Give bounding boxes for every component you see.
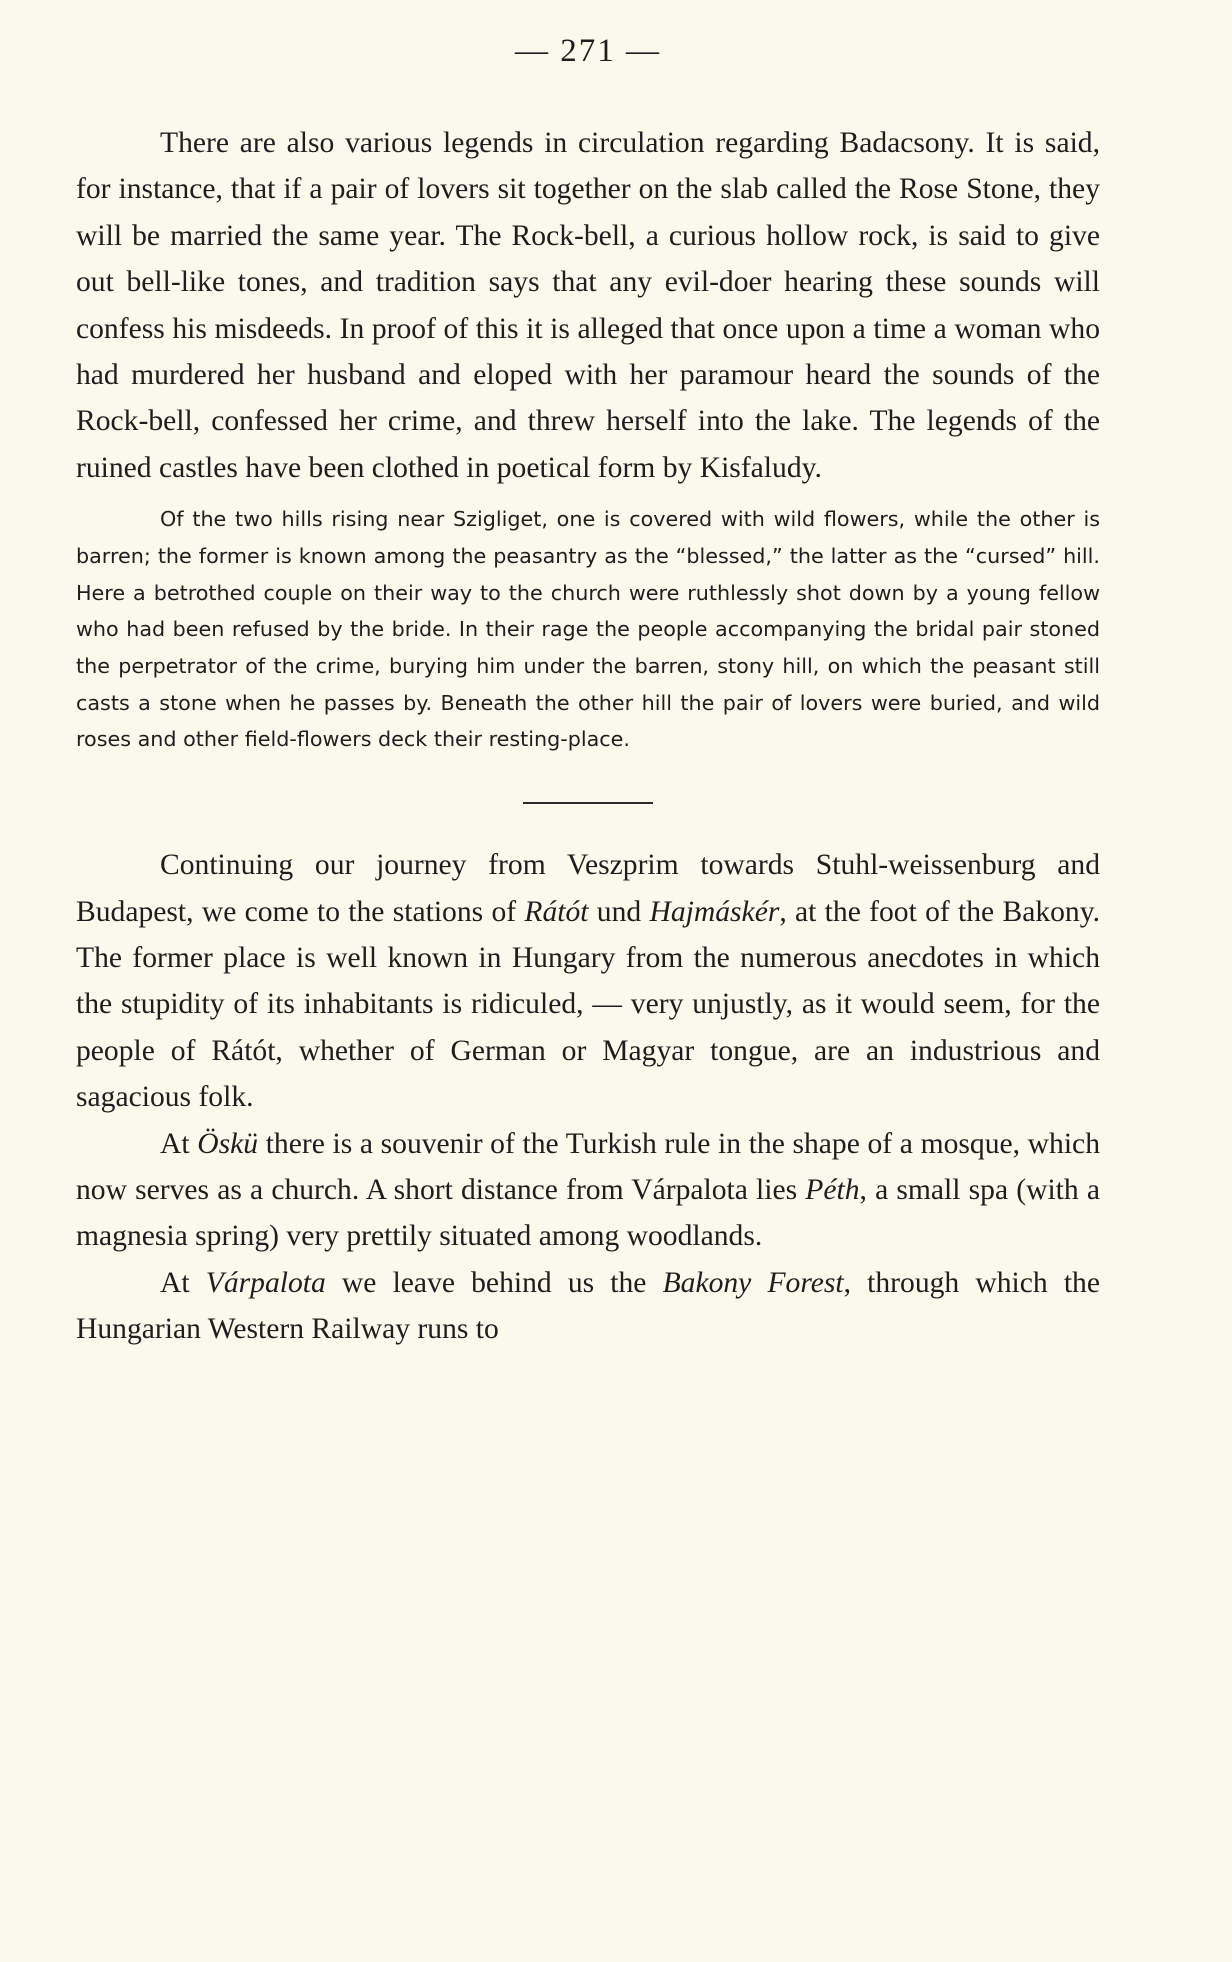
place-name-bakony-forest: Bakony Forest xyxy=(662,1266,844,1299)
paragraph-badacsony-legends: There are also various legends in circulation regarding Badacsony. It is said, for instance, that if a pair of lovers sit together on the slab called the Rose Stone, they will be married the same year. The Rock-bell, a curious hollow rock, is said to give out bell-like tones, and tradition says that any evil-doer hearing these sounds will confess his misdeeds. In proof of this it is alleged that once upon a time a woman who had murdered her husband and eloped with her paramour heard the sounds of the Rock-bell, confessed her crime, and threw herself into the lake. The legends of the ruined castles have been clothed in poetical form by Kisfaludy. xyxy=(76,127,1100,484)
text-fragment: At xyxy=(160,1266,206,1299)
page-number: — 271 — xyxy=(515,33,661,69)
paragraph-varpalota xyxy=(76,1260,1100,1353)
text-fragment: und xyxy=(588,895,650,928)
paragraph-journey-veszprim xyxy=(76,842,1100,1120)
place-name-ratot: Rátót xyxy=(524,895,589,928)
place-name-hajmasker: Hajmáskér xyxy=(649,895,780,928)
paragraph-szigliget-hills: Of the two hills rising near Szigliget, one is covered with wild flowers, while the other is barren; the former is known among the peasantry as the “blessed,” the latter as the “cursed” hill. Here a betrothed couple on their way to the church were ruthlessly shot down by a young fellow who had been refused by the bride. In their rage the people accompanying the bridal pair stoned the perpetrator of the crime, burying him under the barren, stony hill, on which the peasant still casts a stone when he passes by. Beneath the other hill the pair of lovers were buried, and wild roses and other field-flowers deck their resting-place. xyxy=(76,507,1100,752)
section-divider xyxy=(523,802,653,804)
place-name-peth: Péth xyxy=(805,1174,860,1207)
place-name-varpalota: Várpalota xyxy=(205,1266,326,1299)
text-fragment: , a small spa (with a magnesia spring) very prettily situated among woodlands. xyxy=(76,1174,1100,1253)
text-fragment: there is a souvenir of the Turkish rule in the shape of a mosque, which now serves as a church. A short distance from Várpalota lies xyxy=(76,1127,1100,1207)
text-fragment: , through which the Hungarian Western Railway runs to xyxy=(76,1266,1100,1346)
text-fragment: At xyxy=(160,1127,198,1160)
text-fragment: , at the foot of the Bakony. The former place is well known in Hungary from the numerous anecdotes in which the stupidity of its inhabitants is ridiculed, — very unjustly, as it would seem, for the people of Rátót, whether of German or Magyar tongue, are an industrious and sagacious folk. xyxy=(76,895,1100,1114)
text-fragment: Continuing our journey from Veszprim towards Stuhl-weissenburg and Budapest, we come to the stations of xyxy=(76,849,1100,928)
paragraph-osku xyxy=(76,1121,1100,1260)
book-page xyxy=(76,26,1100,1353)
place-name-osku: Öskü xyxy=(197,1127,259,1160)
text-fragment: we leave behind us the xyxy=(325,1266,663,1299)
